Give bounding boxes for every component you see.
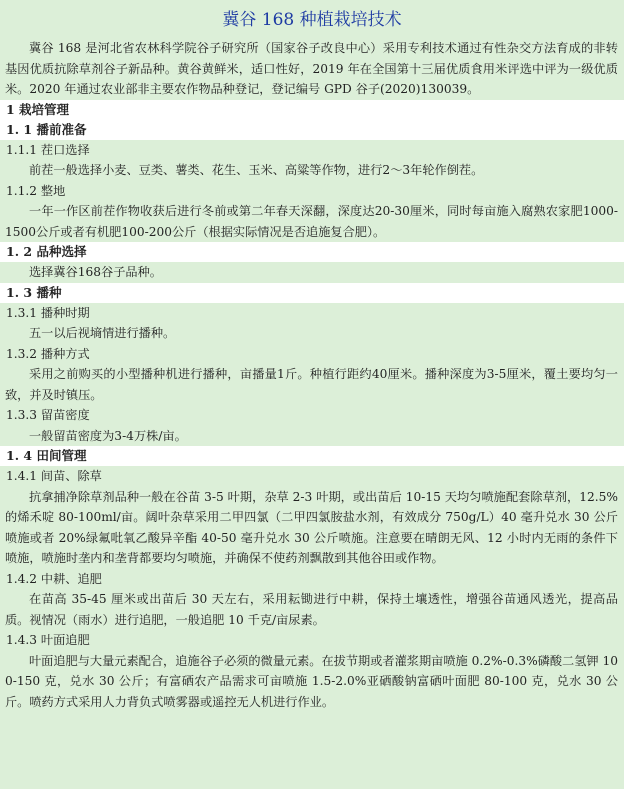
subsection-heading-1-3-1: 1.3.1 播种时期 xyxy=(6,305,90,320)
subsection-heading-1-1-1: 1.1.1 茬口选择 xyxy=(6,142,90,157)
paragraph-1-1-2: 一年一作区前茬作物收获后进行冬前或第二年春天深翻，深度达20-30厘米，同时每亩施入腐熟农家肥1000-1500公斤或者有机肥100-200公斤（根据实际情况是否追施复合肥）。 xyxy=(5,204,618,239)
intro-paragraph: 冀谷 168 是河北省农林科学院谷子研究所（国家谷子改良中心）采用专利技术通过有性杂交方法育成的非转基因优质抗除草剂谷子新品种。黄谷黄鲜米，适口性好，2019 年在全国第十三届优质食用米评选中评为一级优质米。2020 年通过农业部非主要农作物品种登记，登记编号 GPD 谷子(2020)130039。 xyxy=(5,41,618,96)
paragraph-1-4-2: 在苗高 35-45 厘米或出苗后 30 天左右，采用耘锄进行中耕，保持土壤透性，增强谷苗通风透光，提高品质。视情况（雨水）进行追肥，一般追肥 10 千克/亩尿素。 xyxy=(5,592,618,627)
subsection-heading-1-4-2: 1.4.2 中耕、追肥 xyxy=(6,571,102,586)
paragraph-1-3-1: 五一以后视墒情进行播种。 xyxy=(29,326,176,340)
paragraph-1-3-3: 一般留苗密度为3-4万株/亩。 xyxy=(29,428,187,443)
subsection-heading-1-3-2: 1.3.2 播种方式 xyxy=(6,346,90,361)
section-heading-1-1: 1. 1 播前准备 xyxy=(0,120,624,140)
subsection-heading-1-3-3: 1.3.3 留苗密度 xyxy=(6,408,90,422)
subsection-heading-1-4-1: 1.4.1 间苗、除草 xyxy=(6,469,102,483)
paragraph-1-1-1: 前茬一般选择小麦、豆类、薯类、花生、玉米、高粱等作物，进行2～3年轮作倒茬。 xyxy=(29,163,484,177)
section-heading-1-4: 1. 4 田间管理 xyxy=(0,446,624,466)
section-heading-1-3: 1. 3 播种 xyxy=(0,283,624,303)
paragraph-1-4-3: 叶面追肥与大量元素配合，追施谷子必须的微量元素。在拔节期或者灌浆期亩喷施 0.2%-0.3%磷酸二氢钾 100-150 克，兑水 30 公斤；有富硒农产品需求可亩喷施 1.5-2.0%亚硒酸钠富硒叶面肥 80-100 克，兑水 30 公斤。喷药方式采用人力背负式喷雾器或遥控无人机进行作业。 xyxy=(5,653,618,709)
subsection-heading-1-4-3: 1.4.3 叶面追肥 xyxy=(6,633,90,647)
page-title: 冀谷 168 种植栽培技术 xyxy=(222,10,402,30)
subsection-heading-1-1-2: 1.1.2 整地 xyxy=(6,183,66,198)
paragraph-1-2: 选择冀谷168谷子品种。 xyxy=(29,265,162,279)
paragraph-1-4-1: 抗拿捕净除草剂品种一般在谷苗 3-5 叶期，杂草 2-3 叶期，或出苗后 10-15 天均匀喷施配套除草剂，12.5%的烯禾啶 80-100ml/亩。阔叶杂草采用二甲四氯（二甲四氯胺盐水剂，有效成分 750g/L）40 毫升兑水 30 公斤喷施或者 20%绿氟吡氧乙酸异辛酯 40-50 毫升兑水 30 公斤喷施。注意要在晴朗无风、12 小时内无雨的条件下喷施，喷施时垄内和垄背都要均匀喷施，并确保不使药剂飘散到其他谷田或作物。 xyxy=(5,489,618,565)
section-heading-1: 1 栽培管理 xyxy=(0,100,624,120)
paragraph-1-3-2: 采用之前购买的小型播种机进行播种，亩播量1斤。种植行距约40厘米。播种深度为3-5厘米，覆土要均匀一致，并及时镇压。 xyxy=(5,367,618,402)
section-heading-1-2: 1. 2 品种选择 xyxy=(0,242,624,262)
